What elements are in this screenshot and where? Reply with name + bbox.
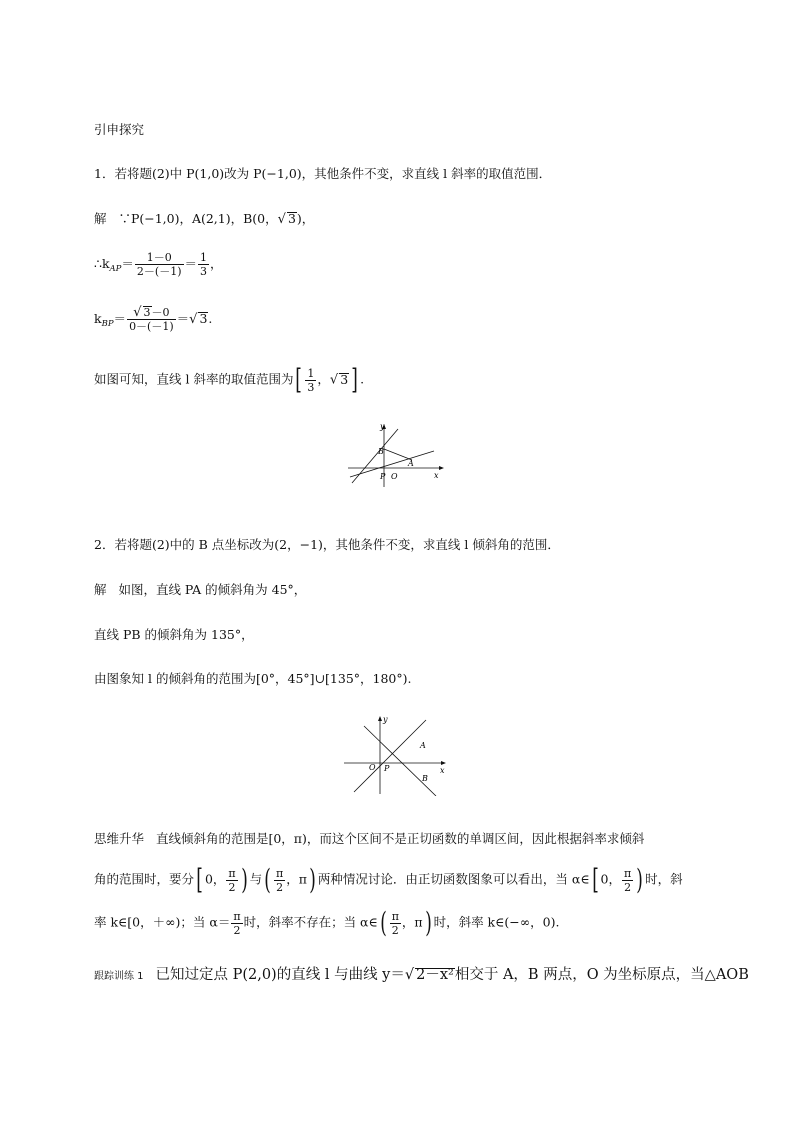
fig1-label-p: P (380, 472, 386, 481)
kbp-eq-2: ＝ (176, 311, 190, 326)
fig2-label-o: O (369, 763, 376, 772)
range-end: . (360, 371, 365, 387)
kbp-sub: BP (101, 319, 114, 329)
kbp-eq-1: ＝ (113, 311, 127, 326)
kap-end: ， (210, 256, 223, 271)
kbp-prefix: k (94, 311, 102, 326)
range-sqrt: 3 (340, 371, 349, 387)
fig1-label-y: y (380, 422, 385, 431)
q2-line-1: 如图，直线 PA 的倾斜角为 45°， (118, 582, 307, 597)
summary-2-frac-1: $\frac{\pi}{2}$ (228, 866, 236, 894)
section-title: 引申探究 (94, 122, 145, 137)
summary-2b: 与 (249, 871, 263, 887)
q2-line-2: 直线 PB 的倾斜角为 135°， (94, 627, 254, 642)
q1-conclusion: 如图可知，直线 l 斜率的取值范围为[ $\frac{1}{3}$ ，√ 3 ] . (94, 363, 365, 396)
summary-line-1 (94, 830, 644, 848)
summary-text-1: 直线倾斜角的范围是[0，π)，而这个区间不是正切函数的单调区间，因此根据斜率求倾斜 (155, 831, 645, 846)
q2-solution-line-1 (94, 581, 306, 599)
fig1-label-o: O (391, 472, 398, 481)
q1-points-sqrt: 3 (287, 211, 296, 226)
fig2-label-b: B (422, 774, 428, 783)
fig2-y-arrow (378, 716, 382, 721)
kap-fraction: $\frac{1-0}{2-(-1)}$ (136, 251, 182, 278)
summary-3c: 时，斜率 k∈(−∞，0). (433, 914, 560, 930)
fig2-line-pa (354, 720, 426, 792)
q1-points: ∵P(−1,0)，A(2,1)，B(0， (118, 211, 278, 226)
q1-points-end: )， (296, 211, 315, 226)
kap-result: $\frac{1}{3}$ (200, 251, 208, 278)
q2-line-3: 由图象知 l 的倾斜角的范围为[0°，45°]∪[135°，180°). (94, 671, 412, 686)
figure-2 (340, 712, 452, 796)
fig2-label-a: A (420, 741, 426, 750)
fig2-line-pb (364, 726, 436, 796)
fig1-label-b: B (378, 447, 384, 456)
fig1-label-a: A (408, 459, 414, 468)
fig2-label-p: P (384, 764, 390, 773)
summary-2a: 角的范围时，要分 (94, 871, 195, 887)
kap-prefix: ∴k (94, 256, 110, 271)
q1-solution-line: 解 ∵P(−1,0)，A(2,1)，B(0，√ 3)， (94, 211, 315, 227)
summary-2-frac-3: $\frac{\pi}{2}$ (623, 866, 632, 894)
fig2-label-x: x (440, 766, 445, 775)
kbp-end: . (208, 311, 213, 326)
training-text-b: 相交于 A，B 两点，O 为坐标原点，当△AOB (454, 967, 749, 983)
kap-eq-2: ＝ (184, 256, 198, 271)
training-text-a: 已知过定点 P(2,0)的直线 l 与曲线 y＝ (155, 967, 405, 983)
summary-line-2: 角的范围时，要分[ 0， $\frac{\pi}{2}$ ) 与( $\frac{\pi}{2}$ ，π) 两种情况讨论．由正切函数图象可以看出，当 α∈[ 0， $\frac{\pi}{2}$ ) 时，斜 (94, 863, 683, 896)
summary-3-frac-1: $\frac{\pi}{2}$ (233, 909, 241, 937)
fig2-label-y: y (383, 715, 388, 724)
fig1-x-arrow (439, 466, 444, 470)
kbp-equation: $k_{BP}=$ $\frac{√ 3-0}{0-(-1)}$ ＝√ 3. (94, 305, 213, 333)
summary-2-frac-2: $\frac{\pi}{2}$ (276, 866, 284, 894)
training-label: 跟踪训练 1 (94, 971, 144, 982)
summary-3b: 时，斜率不存在；当 α∈ (243, 914, 378, 930)
q2-solution-label: 解 (94, 582, 107, 597)
kap-equation (94, 251, 223, 278)
kap-sub: AP (109, 264, 122, 274)
summary-label: 思维升华 (94, 831, 145, 846)
summary-3-frac-2: $\frac{\pi}{2}$ (391, 909, 399, 937)
summary-2c: 两种情况讨论．由正切函数图象可以看出，当 α∈ (317, 871, 590, 887)
question-2-statement: 2．若将题(2)中的 B 点坐标改为(2，−1)，其他条件不变，求直线 l 倾斜角的范围． (94, 537, 560, 552)
summary-3a: 率 k∈[0，＋∞)；当 α＝ (94, 914, 231, 930)
training-line: 跟踪训练 1 已知过定点 P(2,0)的直线 l 与曲线 y＝√ 2－x²相交于 A，B 两点，O 为坐标原点，当△AOB (94, 967, 749, 983)
summary-2d: 时，斜 (645, 871, 683, 887)
question-1-statement: 1．若将题(2)中 P(1,0)改为 P(−1,0)，其他条件不变，求直线 l 斜率的取值范围． (94, 166, 552, 181)
fig1-label-x: x (434, 471, 439, 480)
fig2-x-arrow (441, 761, 446, 765)
summary-line-3: 率 k∈[0，＋∞)；当 α＝ $\frac{\pi}{2}$ 时，斜率不存在；当 α∈( $\frac{\pi}{2}$ ，π) 时，斜率 k∈(−∞，0). (94, 906, 560, 939)
range-sep: ， (317, 371, 330, 387)
kap-eq-1: ＝ (121, 256, 134, 271)
figure-1 (346, 421, 450, 489)
training-sqrt: 2－x² (416, 967, 454, 983)
solution-label: 解 (94, 211, 107, 226)
range-fraction: $\frac{1}{3}$ (307, 366, 315, 394)
kbp-result-sqrt: 3 (199, 311, 208, 326)
kbp-fraction: $\frac{√ 3-0}{0-(-1)}$ (129, 305, 174, 333)
q1-conclusion-text: 如图可知，直线 l 斜率的取值范围为 (94, 371, 294, 387)
